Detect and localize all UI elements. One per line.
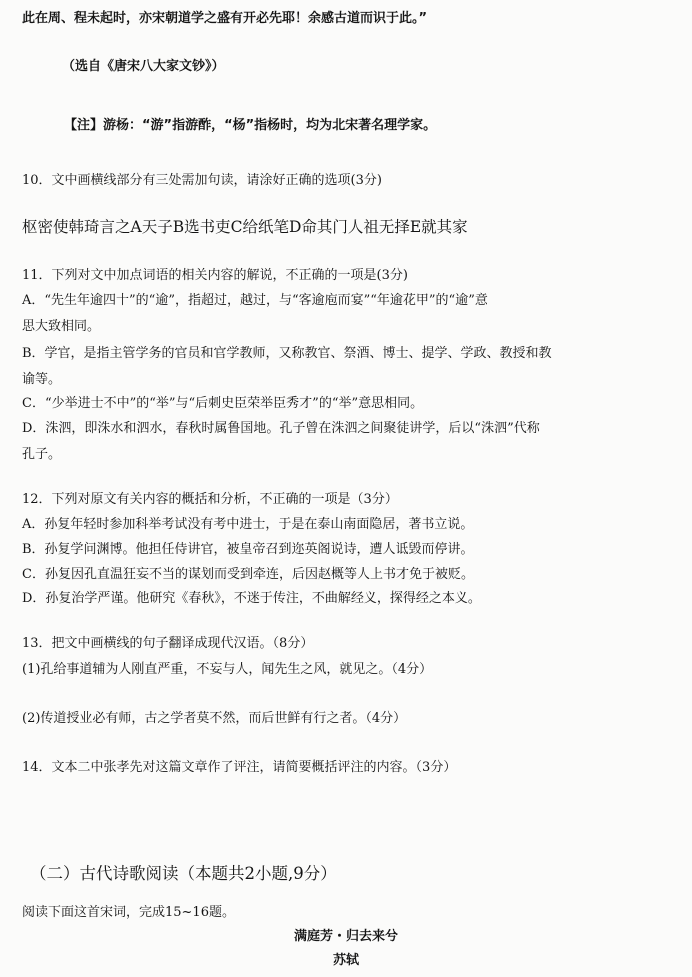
- q11-option-b-line1: B．学官，是指主管学务的官员和官学教师，又称教官、祭酒、博士、提学、学政、教授和教: [22, 346, 552, 361]
- q11-option-a-line1: A．“先生年逾四十”的“逾”，指超过，越过，与“客逾庖而宴”“年逾花甲”的“逾”意: [22, 293, 488, 308]
- q10-sentence: 枢密使韩琦言之A天子B选书吏C给纸笔D命其门人祖无择E就其家: [22, 218, 468, 236]
- passage-last-line: 此在周、程未起时，亦宋朝道学之盛有开必先耶！余感古道而识于此。”: [22, 11, 428, 26]
- q12-option-d: D．孙复治学严谨。他研究《春秋》，不迷于传注，不曲解经义，探得经之本义。: [22, 591, 481, 606]
- section2-instruction: 阅读下面这首宋词，完成15~16题。: [22, 905, 235, 920]
- q13-stem: 13．把文中画横线的句子翻译成现代汉语。（8分）: [22, 636, 314, 651]
- q11-option-a-line2: 思大致相同。: [22, 319, 101, 334]
- q12-option-c: C．孙复因孔直温狂妄不当的谋划而受到牵连，后因赵概等人上书才免于被贬。: [22, 567, 474, 582]
- section2-heading: （二）古代诗歌阅读（本题共2小题,9分）: [30, 864, 337, 883]
- q11-option-c: C．“少举进士不中”的“举”与“后刺史臣荣举臣秀才”的“举”意思相同。: [22, 396, 424, 411]
- q12-stem: 12．下列对原文有关内容的概括和分析，不正确的一项是（3分）: [22, 492, 398, 507]
- q13-part1: (1)孔给事道辅为人刚直严重，不妄与人，闻先生之风，就见之。（4分）: [22, 662, 433, 677]
- passage-note: 【注】游杨：“游”指游酢，“杨”指杨时，均为北宋著名理学家。: [64, 118, 437, 133]
- q12-option-b: B．孙复学问渊博。他担任侍讲官，被皇帝召到迩英阁说诗，遭人诋毁而停讲。: [22, 542, 474, 557]
- poem-author: 苏轼: [332, 953, 359, 968]
- q14-stem: 14．文本二中张孝先对这篇文章作了评注，请简要概括评注的内容。（3分）: [22, 760, 457, 775]
- poem-title: 满庭芳・归去来兮: [293, 929, 398, 944]
- q10-stem: 10．文中画横线部分有三处需加句读，请涂好正确的选项(3分): [22, 173, 382, 188]
- q11-option-d-line1: D．洙泗，即洙水和泗水，春秋时属鲁国地。孔子曾在洙泗之间聚徒讲学，后以“洙泗”代称: [22, 421, 540, 436]
- q12-option-a: A．孙复年轻时参加科举考试没有考中进士，于是在泰山南面隐居，著书立说。: [22, 517, 474, 532]
- q11-option-d-line2: 孔子。: [22, 447, 62, 462]
- passage-source: （选自《唐宋八大家文钞》）: [62, 59, 225, 74]
- q11-option-b-line2: 谕等。: [22, 372, 62, 387]
- q11-stem: 11．下列对文中加点词语的相关内容的解说，不正确的一项是(3分): [22, 268, 408, 283]
- q13-part2: (2)传道授业必有师，古之学者莫不然，而后世鲜有行之者。（4分）: [22, 711, 407, 726]
